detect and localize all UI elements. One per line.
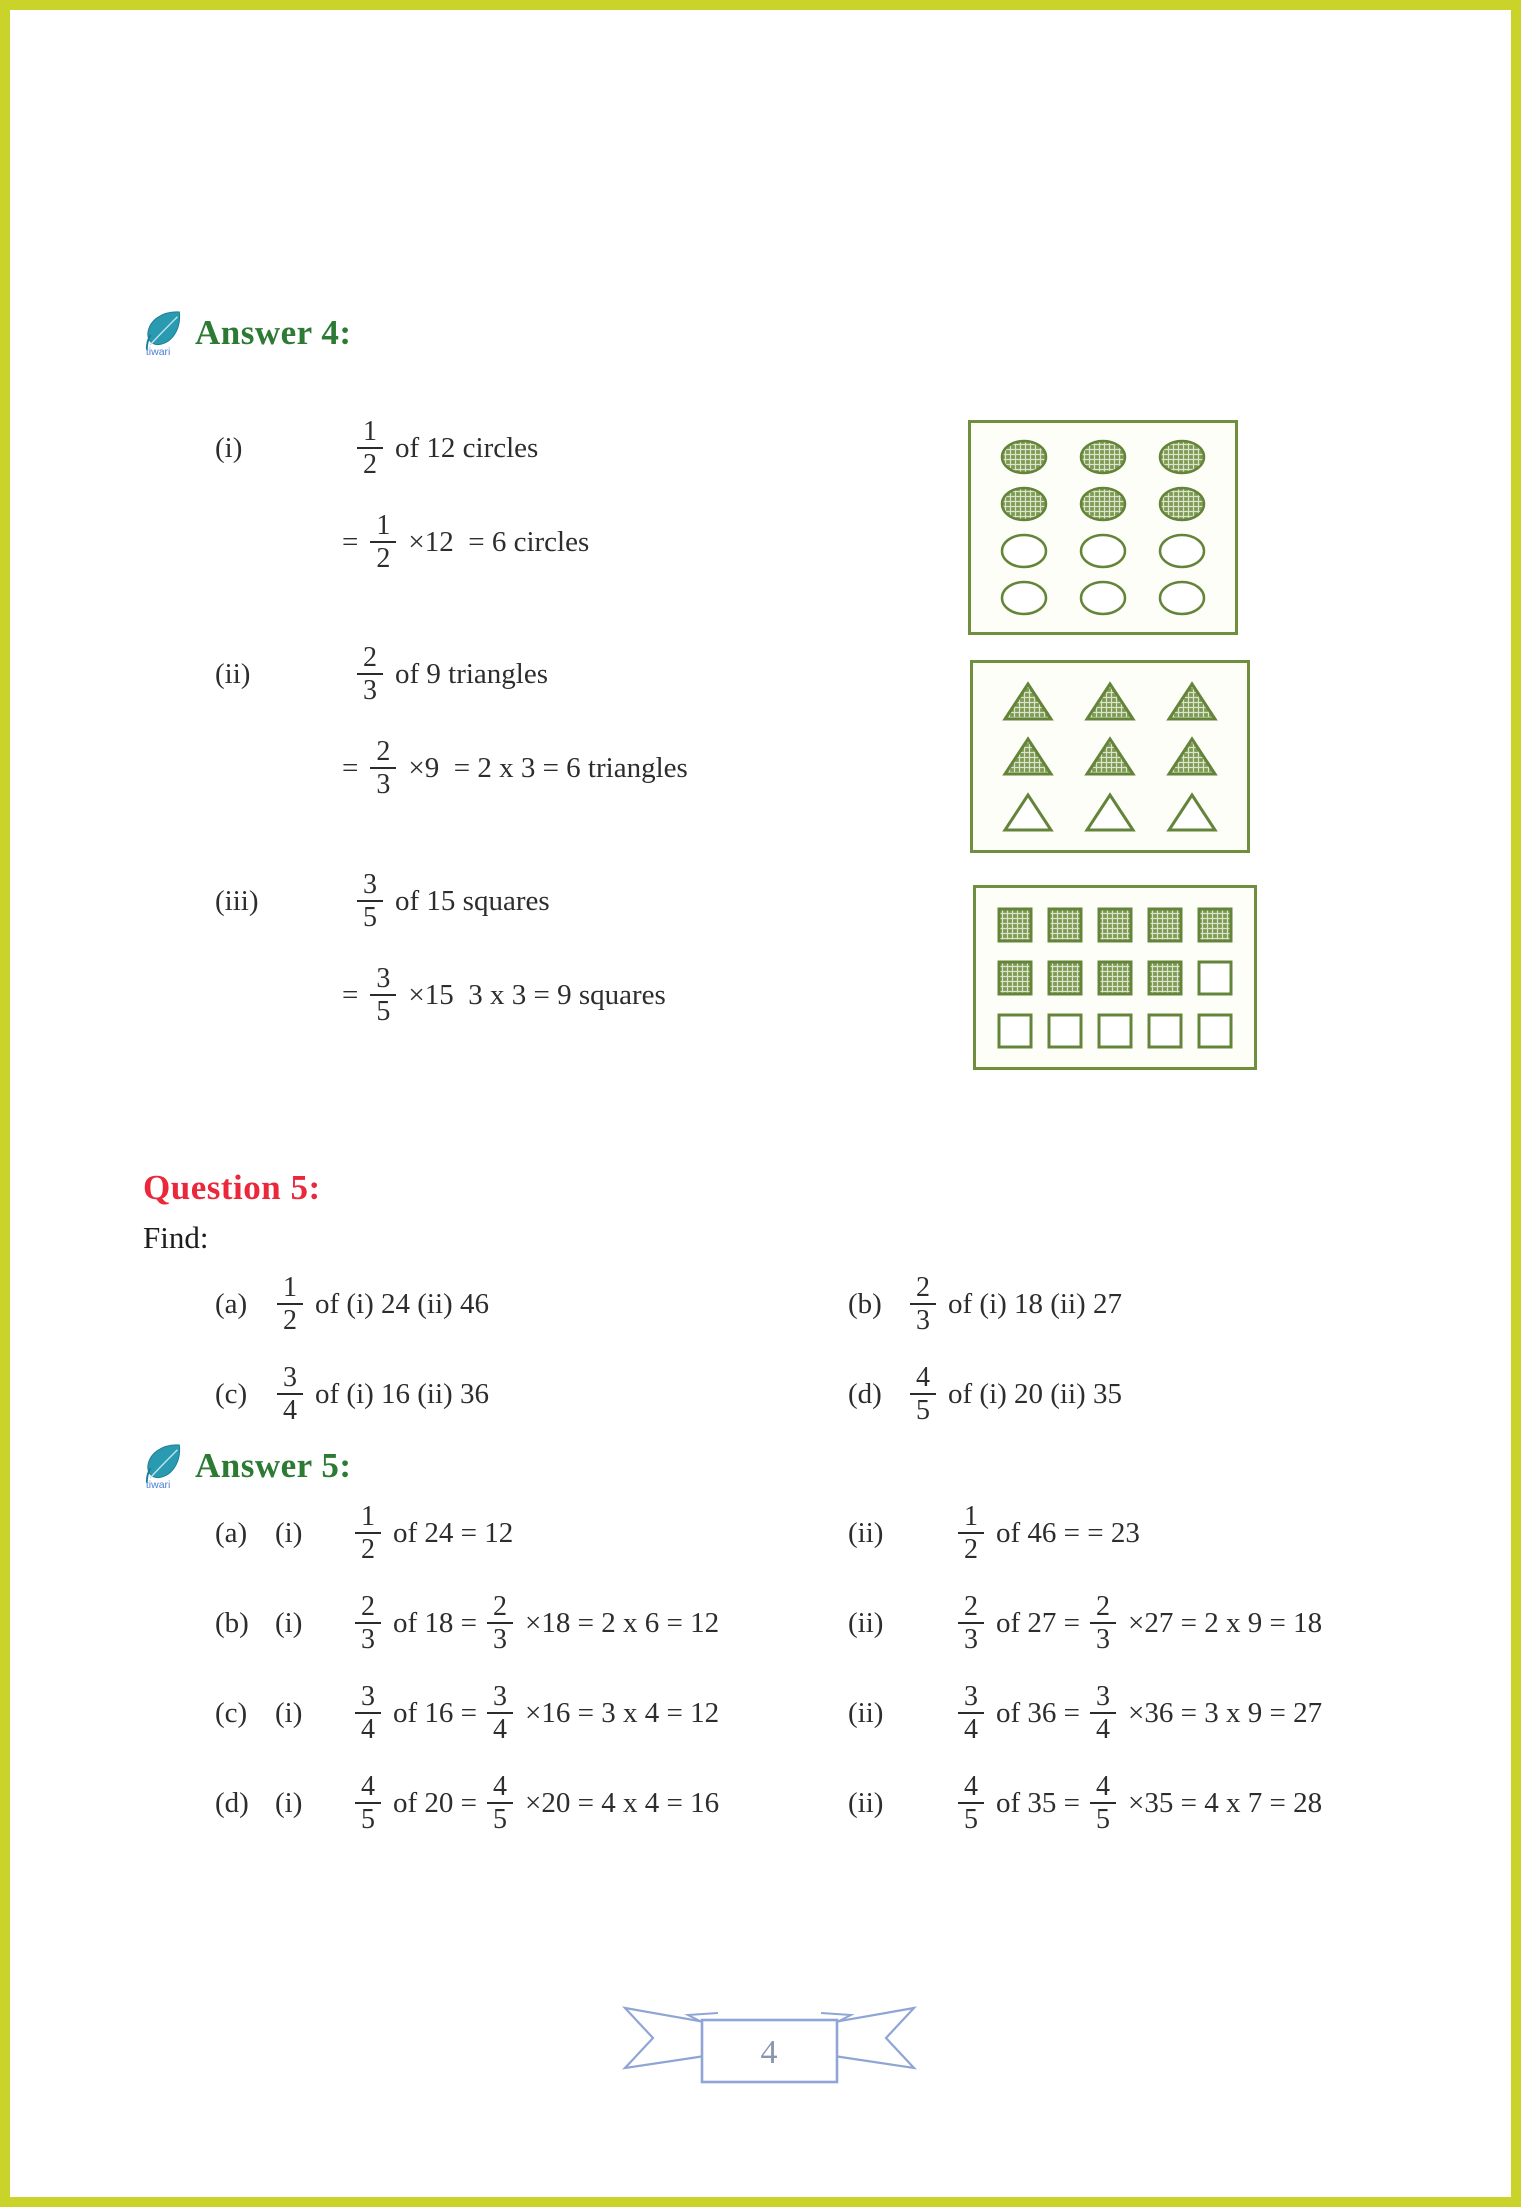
expression-text: of 35 = [996, 1786, 1081, 1819]
shaded-triangle-shape [1084, 680, 1136, 722]
answer5-title: Answer 5: [195, 1446, 352, 1485]
expression-text: of 18 = [393, 1606, 478, 1639]
question5-prompt: Find: [143, 1220, 209, 1255]
equals-sign: = [342, 978, 359, 1011]
item-sublabel: (i) [275, 1516, 303, 1549]
expression-text: of 15 squares [395, 884, 550, 917]
expression-text: of 36 = [996, 1696, 1081, 1729]
shaded-square-shape [1045, 959, 1085, 997]
item-sublabel: (ii) [848, 1696, 884, 1729]
fraction: $\frac{1}{2}$ [958, 1501, 984, 1566]
question5-item-a [215, 1268, 489, 1340]
empty-circle-shape [1156, 531, 1208, 571]
expression-text: of (i) 24 (ii) 46 [315, 1287, 489, 1320]
fraction: $\frac{1}{2}$ [370, 510, 396, 575]
item-label: (a) [215, 1516, 248, 1549]
item-sublabel: (ii) [848, 1516, 884, 1549]
answer4-item-iii [215, 865, 666, 1031]
item-label: (b) [848, 1287, 882, 1320]
empty-circle-shape [1156, 578, 1208, 618]
answer4-item-iii-line2 [342, 959, 666, 1031]
tiwari-logo-text: tiwari [145, 1479, 171, 1491]
shaded-circle-shape [1077, 484, 1129, 524]
fraction: $\frac{1}{2}$ [355, 1501, 381, 1566]
expression-text: of 20 = [393, 1786, 478, 1819]
expression-text: ×16 = 3 x 4 = 12 [525, 1696, 720, 1729]
item-label: (d) [848, 1377, 882, 1410]
tiwari-leaf-icon [143, 1441, 187, 1491]
fraction: $\frac{4}{5}$ [958, 1771, 984, 1836]
shaded-circle-shape [1077, 437, 1129, 477]
shaded-square-shape [1145, 959, 1185, 997]
answer5-row-a-right [848, 1497, 1142, 1569]
fraction: $\frac{2}{3}$ [355, 1591, 381, 1656]
fraction: $\frac{2}{3}$ [910, 1272, 936, 1337]
item-label: (d) [215, 1786, 249, 1819]
circles-figure-box [968, 420, 1238, 635]
fraction: $\frac{2}{3}$ [1090, 1591, 1116, 1656]
fraction: $\frac{3}{5}$ [357, 869, 383, 934]
item-label: (i) [215, 431, 243, 464]
item-label: (c) [215, 1377, 248, 1410]
empty-triangle-shape [1084, 791, 1136, 833]
shaded-triangle-shape [1166, 735, 1218, 777]
empty-square-shape [1045, 1012, 1085, 1050]
shaded-circle-shape [1156, 484, 1208, 524]
expression-text: of 9 triangles [395, 657, 549, 690]
empty-triangle-shape [1002, 791, 1054, 833]
fraction: $\frac{2}{3}$ [370, 736, 396, 801]
item-label: (a) [215, 1287, 248, 1320]
answer4-item-ii-line1 [215, 638, 688, 710]
item-sublabel: (i) [275, 1606, 303, 1639]
expression-text: of 24 = 12 [393, 1516, 514, 1549]
expression-text: of 16 = [393, 1696, 478, 1729]
shaded-square-shape [995, 959, 1035, 997]
empty-square-shape [1195, 959, 1235, 997]
item-sublabel: (ii) [848, 1786, 884, 1819]
triangles-figure-box [970, 660, 1250, 853]
shaded-triangle-shape [1084, 735, 1136, 777]
fraction: $\frac{1}{2}$ [277, 1272, 303, 1337]
squares-figure-box [973, 885, 1257, 1070]
empty-circle-shape [998, 578, 1050, 618]
fraction: $\frac{2}{3}$ [357, 642, 383, 707]
shaded-triangle-shape [1166, 680, 1218, 722]
empty-circle-shape [1077, 578, 1129, 618]
shaded-circle-shape [998, 484, 1050, 524]
answer5-row-d-right [848, 1767, 1322, 1839]
empty-square-shape [1095, 1012, 1135, 1050]
item-label: (ii) [215, 657, 251, 690]
answer5-row-b-right [848, 1587, 1322, 1659]
fraction: $\frac{4}{5}$ [910, 1362, 936, 1427]
ribbon-banner-icon [622, 2000, 917, 2085]
question5-item-d [848, 1358, 1122, 1430]
shaded-circle-shape [1156, 437, 1208, 477]
tiwari-leaf-icon [143, 308, 187, 358]
fraction: $\frac{2}{3}$ [487, 1591, 513, 1656]
shaded-square-shape [1145, 906, 1185, 944]
empty-circle-shape [1077, 531, 1129, 571]
question5-header [143, 1168, 321, 1208]
expression-text: of (i) 20 (ii) 35 [948, 1377, 1122, 1410]
answer4-item-i [215, 412, 589, 578]
answer4-title: Answer 4: [195, 313, 352, 352]
page-number-ribbon [622, 2000, 917, 2090]
empty-square-shape [995, 1012, 1035, 1050]
expression-text: of 46 = = 23 [996, 1516, 1140, 1549]
shaded-triangle-shape [1002, 680, 1054, 722]
item-sublabel: (ii) [848, 1606, 884, 1639]
item-label: (iii) [215, 884, 259, 917]
expression-text: of 27 = [996, 1606, 1081, 1639]
expression-text: ×35 = 4 x 7 = 28 [1128, 1786, 1323, 1819]
answer4-item-i-line1 [215, 412, 589, 484]
empty-circle-shape [998, 531, 1050, 571]
expression-text: ×36 = 3 x 9 = 27 [1128, 1696, 1323, 1729]
empty-square-shape [1195, 1012, 1235, 1050]
expression-text: ×27 = 2 x 9 = 18 [1128, 1606, 1323, 1639]
shaded-square-shape [995, 906, 1035, 944]
empty-square-shape [1145, 1012, 1185, 1050]
shaded-square-shape [1045, 906, 1085, 944]
answer4-item-ii-line2 [342, 732, 688, 804]
page-number: 4 [760, 2034, 778, 2071]
expression-text: ×9 = 2 x 3 = 6 triangles [408, 751, 688, 784]
tiwari-logo-text: tiwari [145, 346, 171, 358]
expression-text: ×12 = 6 circles [408, 525, 590, 558]
shaded-square-shape [1195, 906, 1235, 944]
fraction: $\frac{2}{3}$ [958, 1591, 984, 1656]
fraction: $\frac{3}{4}$ [355, 1681, 381, 1746]
fraction: $\frac{3}{4}$ [487, 1681, 513, 1746]
answer5-row-a-left [215, 1497, 515, 1569]
equals-sign: = [342, 525, 359, 558]
fraction: $\frac{3}{5}$ [370, 963, 396, 1028]
fraction: $\frac{3}{4}$ [277, 1362, 303, 1427]
answer5-row-d-left [215, 1767, 719, 1839]
fraction: $\frac{3}{4}$ [958, 1681, 984, 1746]
shaded-triangle-shape [1002, 735, 1054, 777]
fraction: $\frac{1}{2}$ [357, 416, 383, 481]
question5-title: Question 5: [143, 1168, 321, 1207]
shaded-square-shape [1095, 959, 1135, 997]
answer5-header [143, 1441, 351, 1491]
shaded-circle-shape [998, 437, 1050, 477]
item-sublabel: (i) [275, 1786, 303, 1819]
fraction: $\frac{4}{5}$ [355, 1771, 381, 1836]
item-label: (c) [215, 1696, 248, 1729]
answer5-row-c-right [848, 1677, 1322, 1749]
equals-sign: = [342, 751, 359, 784]
answer5-row-c-left [215, 1677, 719, 1749]
fraction: $\frac{4}{5}$ [487, 1771, 513, 1836]
item-label: (b) [215, 1606, 249, 1639]
answer4-item-ii [215, 638, 688, 804]
answer4-item-iii-line1 [215, 865, 666, 937]
expression-text: of (i) 16 (ii) 36 [315, 1377, 489, 1410]
expression-text: of 12 circles [395, 431, 539, 464]
expression-text: ×20 = 4 x 4 = 16 [525, 1786, 720, 1819]
shaded-square-shape [1095, 906, 1135, 944]
answer4-item-i-line2 [342, 506, 589, 578]
question5-item-c [215, 1358, 489, 1430]
expression-text: ×18 = 2 x 6 = 12 [525, 1606, 720, 1639]
expression-text: ×15 3 x 3 = 9 squares [408, 978, 666, 1011]
item-sublabel: (i) [275, 1696, 303, 1729]
fraction: $\frac{4}{5}$ [1090, 1771, 1116, 1836]
expression-text: of (i) 18 (ii) 27 [948, 1287, 1122, 1320]
answer4-header [143, 308, 351, 358]
question5-item-b [848, 1268, 1122, 1340]
fraction: $\frac{3}{4}$ [1090, 1681, 1116, 1746]
answer5-row-b-left [215, 1587, 719, 1659]
empty-triangle-shape [1166, 791, 1218, 833]
